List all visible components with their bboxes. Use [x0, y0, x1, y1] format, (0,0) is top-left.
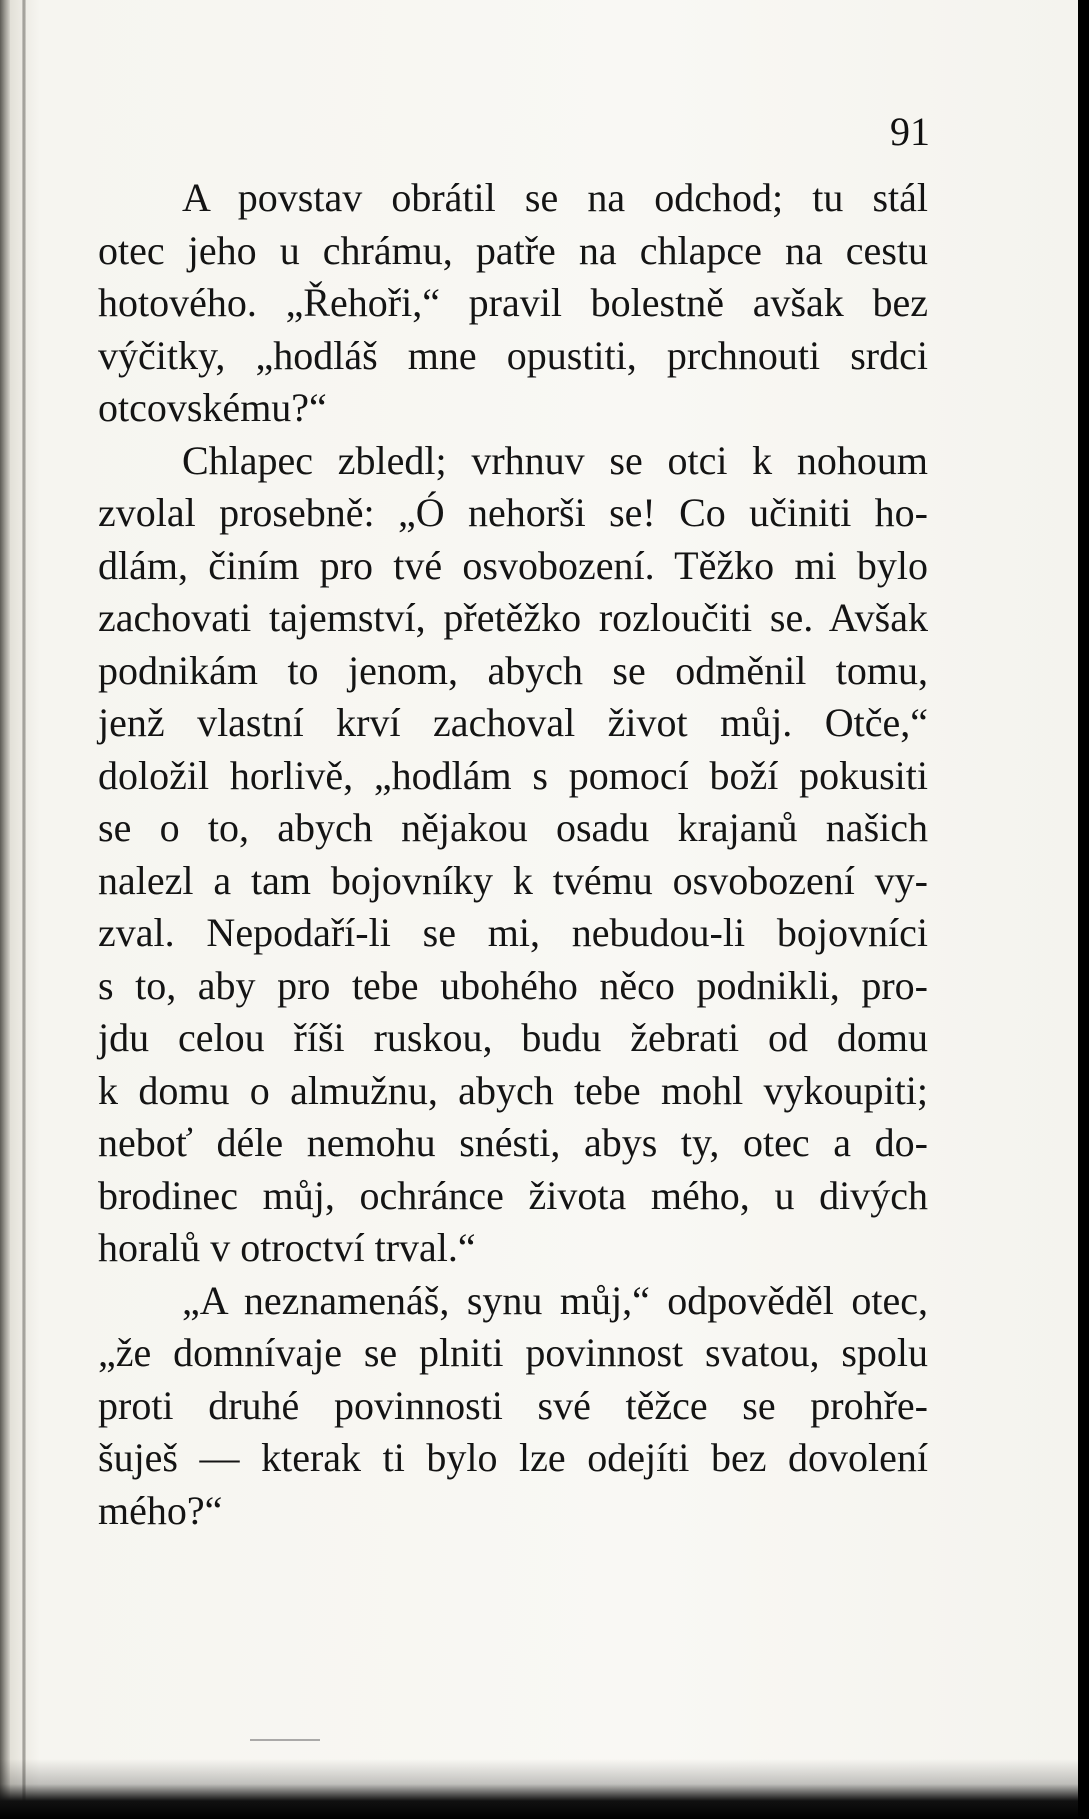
text-line: zval. Nepodaří-li se mi, nebudou-li bojovníci [98, 910, 928, 955]
text-line: „že domnívaje se plniti povinnost svatou, spolu [98, 1330, 928, 1375]
text-line: dlám, činím pro tvé osvobození. Těžko mi bylo [98, 542, 928, 588]
text-line: šuješ — kterak ti bylo lze odejíti bez dovolení [98, 1435, 928, 1480]
text-line: s to, aby pro tebe ubohého něco podnikli, pro- [98, 962, 928, 1008]
gutter-line [22, 0, 26, 1819]
text-line: brodinec můj, ochránce života mého, u divých [98, 1172, 928, 1218]
text-line: horalů v otroctví trval.“ [98, 1225, 476, 1270]
text-line: jdu celou říši ruskou, budu žebrati od domu [98, 1015, 928, 1060]
page-number: 91 [890, 109, 930, 154]
text-line: Chlapec zbledl; vrhnuv se otci k nohoum [182, 437, 928, 483]
text-line: se o to, abych nějakou osadu krajanů našich [98, 805, 928, 850]
text-line: jenž vlastní krví zachoval život můj. Otče,“ [98, 700, 928, 745]
bottom-shadow-band [0, 1759, 1078, 1819]
text-line: A povstav obrátil se na odchod; tu stál [182, 175, 928, 220]
text-line: zvolal prosebně: „Ó nehorši se! Co učiniti ho- [98, 490, 928, 535]
text-line: nalezl a tam bojovníky k tvému osvobození vy- [98, 857, 928, 903]
text-line: zachovati tajemství, přetěžko rozloučiti se. Avšak [98, 595, 928, 640]
bottom-rule [250, 1739, 320, 1741]
text-line: otcovskému?“ [98, 385, 327, 430]
text-line: k domu o almužnu, abych tebe mohl vykoupiti; [98, 1067, 928, 1113]
text-line: neboť déle nemohu snésti, abys ty, otec a do- [98, 1120, 928, 1165]
spine-shadow [0, 0, 10, 1819]
body-text [98, 172, 928, 1537]
text-line: proti druhé povinnosti své těžce se prohře- [98, 1382, 928, 1428]
text-line: hotového. „Řehoři,“ pravil bolestně avšak bez [98, 280, 928, 325]
text-line: mého?“ [98, 1487, 223, 1533]
text-line: „A neznamenáš, synu můj,“ odpověděl otec, [182, 1277, 928, 1323]
text-line: doložil horlivě, „hodlám s pomocí boží pokusiti [98, 752, 928, 798]
text-line: podnikám to jenom, abych se odměnil tomu, [98, 647, 928, 693]
text-line: výčitky, „hodláš mne opustiti, prchnouti srdci [98, 332, 928, 378]
text-line: otec jeho u chrámu, patře na chlapce na cestu [98, 227, 928, 273]
